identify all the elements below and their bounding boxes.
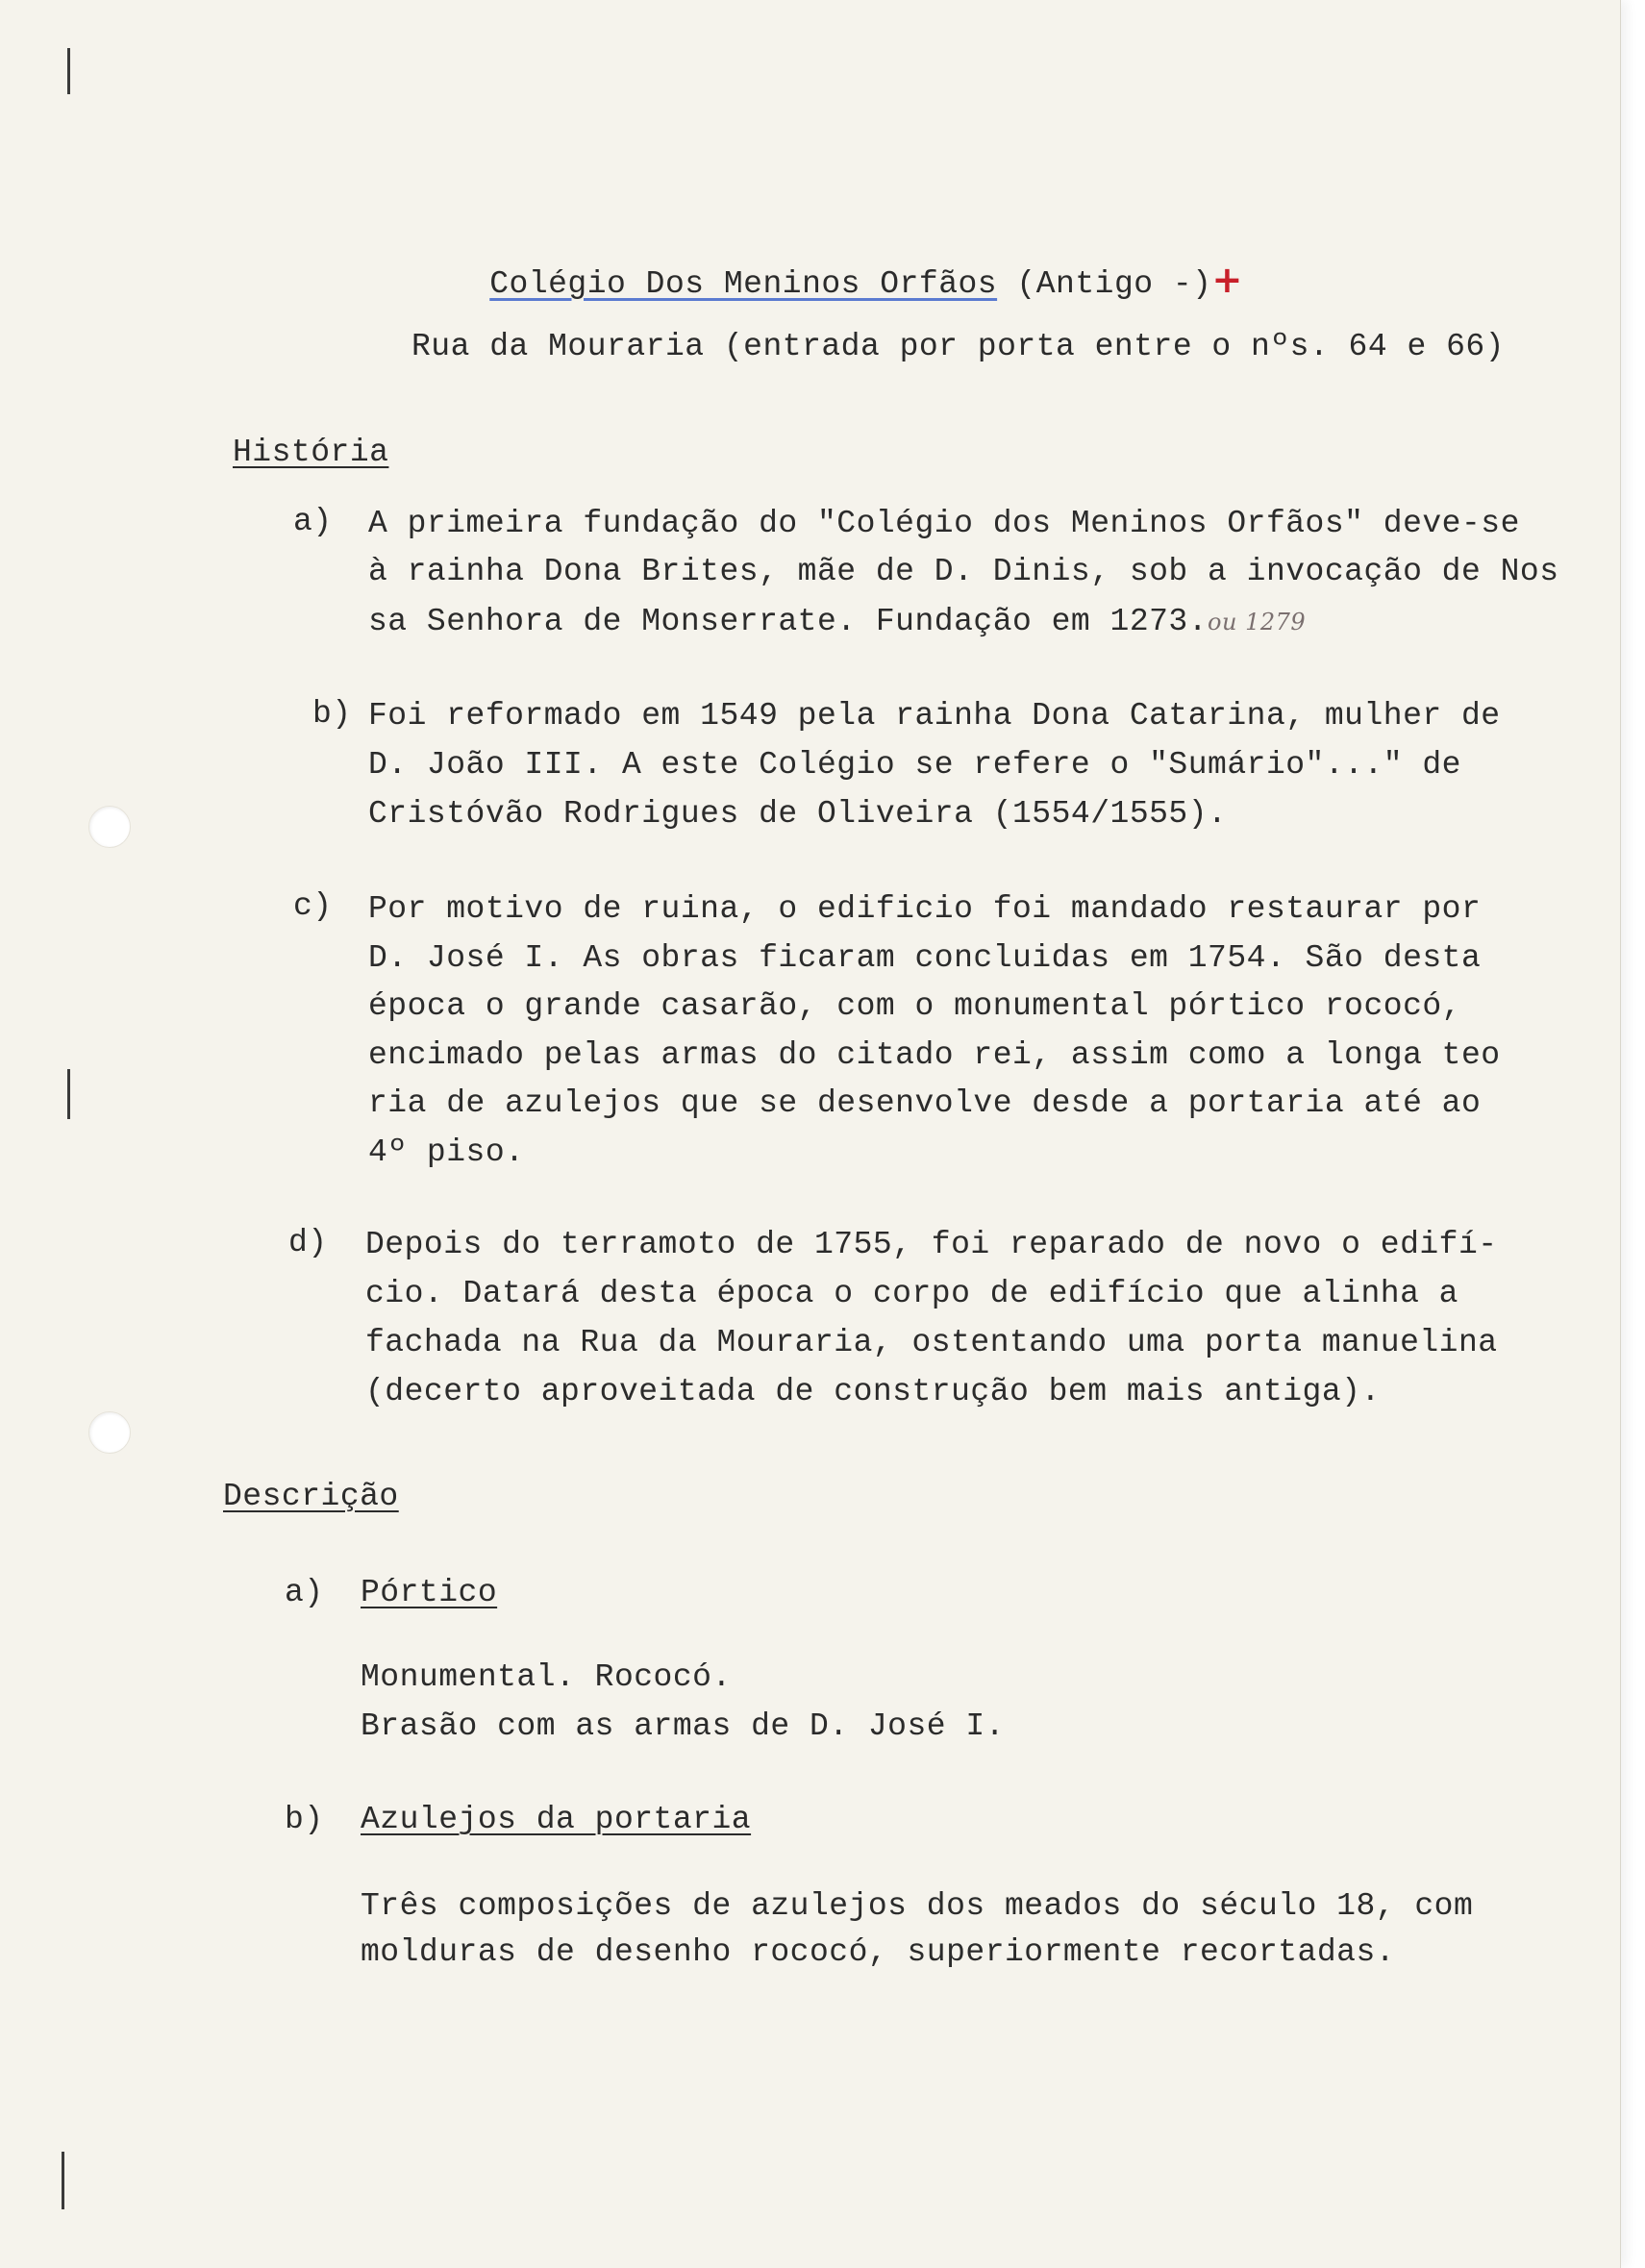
descricao-item-a-subheading: Pórtico [361,1575,498,1610]
historia-item-d-line-4: (decerto aproveitada de construção bem mais antiga). [365,1374,1381,1409]
punch-hole-bottom [88,1411,131,1454]
descricao-item-b-line-1: Três composições de azulejos dos meados do século 18, com [361,1888,1474,1924]
title-suffix: (Antigo -) [1016,266,1212,302]
section-heading-descricao: Descrição [223,1479,399,1514]
historia-item-a-line-3 [368,598,1306,646]
historia-item-c-line-3: época o grande casarão, com o monumental pórtico rococó, [368,988,1461,1024]
historia-item-b-line-2: D. João III. A este Colégio se refere o "Sumário"..." de [368,747,1461,783]
descricao-item-b-line-2: molduras de desenho rococó, superiormente recortadas. [361,1934,1396,1970]
historia-item-d-line-2: cio. Datará desta época o corpo de edifício que alinha a [365,1276,1458,1311]
historia-item-a-line-1: A primeira fundação do "Colégio dos Meninos Orfãos" deve-se [368,506,1520,541]
margin-mark-middle [67,1069,70,1119]
historia-item-d-label: d) [288,1225,328,1260]
margin-mark-top [67,48,70,94]
historia-item-c-label: c) [293,888,333,924]
historia-item-b-line-1: Foi reformado em 1549 pela rainha Dona Catarina, mulher de [368,698,1501,734]
title-main: Colégio Dos Meninos Orfãos [489,266,998,302]
historia-item-d-line-3: fachada na Rua da Mouraria, ostentando uma porta manuelina [365,1325,1498,1360]
historia-item-d-line-1: Depois do terramoto de 1755, foi reparado de novo o edifí- [365,1227,1498,1262]
handwritten-note: ou 1279 [1208,609,1307,636]
historia-item-c-line-2: D. José I. As obras ficaram concluidas em 1754. São desta [368,940,1482,976]
descricao-item-a-label: a) [285,1575,324,1610]
historia-item-c-line-5: ria de azulejos que se desenvolve desde a portaria até ao [368,1085,1482,1121]
descricao-item-a-line-2: Brasão com as armas de D. José I. [361,1708,1006,1744]
historia-item-c-line-4: encimado pelas armas do citado rei, assim como a longa teo [368,1037,1501,1073]
descricao-item-a-line-1: Monumental. Rococó. [361,1659,732,1695]
punch-hole-top [88,806,131,848]
historia-item-c-line-6: 4º piso. [368,1134,525,1170]
historia-item-a-line-3-text: sa Senhora de Monserrate. Fundação em 1273. [368,604,1209,639]
descricao-item-b-subheading: Azulejos da portaria [361,1802,752,1837]
historia-item-b-label: b) [312,696,352,732]
section-heading-historia: História [233,435,389,470]
historia-item-b-line-3: Cristóvão Rodrigues de Oliveira (1554/1555). [368,796,1228,832]
historia-item-a-label: a) [293,504,333,539]
title-cross-mark: + [1211,259,1243,301]
address-line: Rua da Mouraria (entrada por porta entre o nºs. 64 e 66) [411,329,1505,364]
historia-item-c-line-1: Por motivo de ruina, o edificio foi mandado restaurar por [368,891,1482,927]
margin-mark-bottom [62,2152,64,2209]
descricao-item-b-label: b) [285,1802,324,1837]
historia-item-a-line-2: à rainha Dona Brites, mãe de D. Dinis, sob a invocação de Nos [368,554,1559,589]
